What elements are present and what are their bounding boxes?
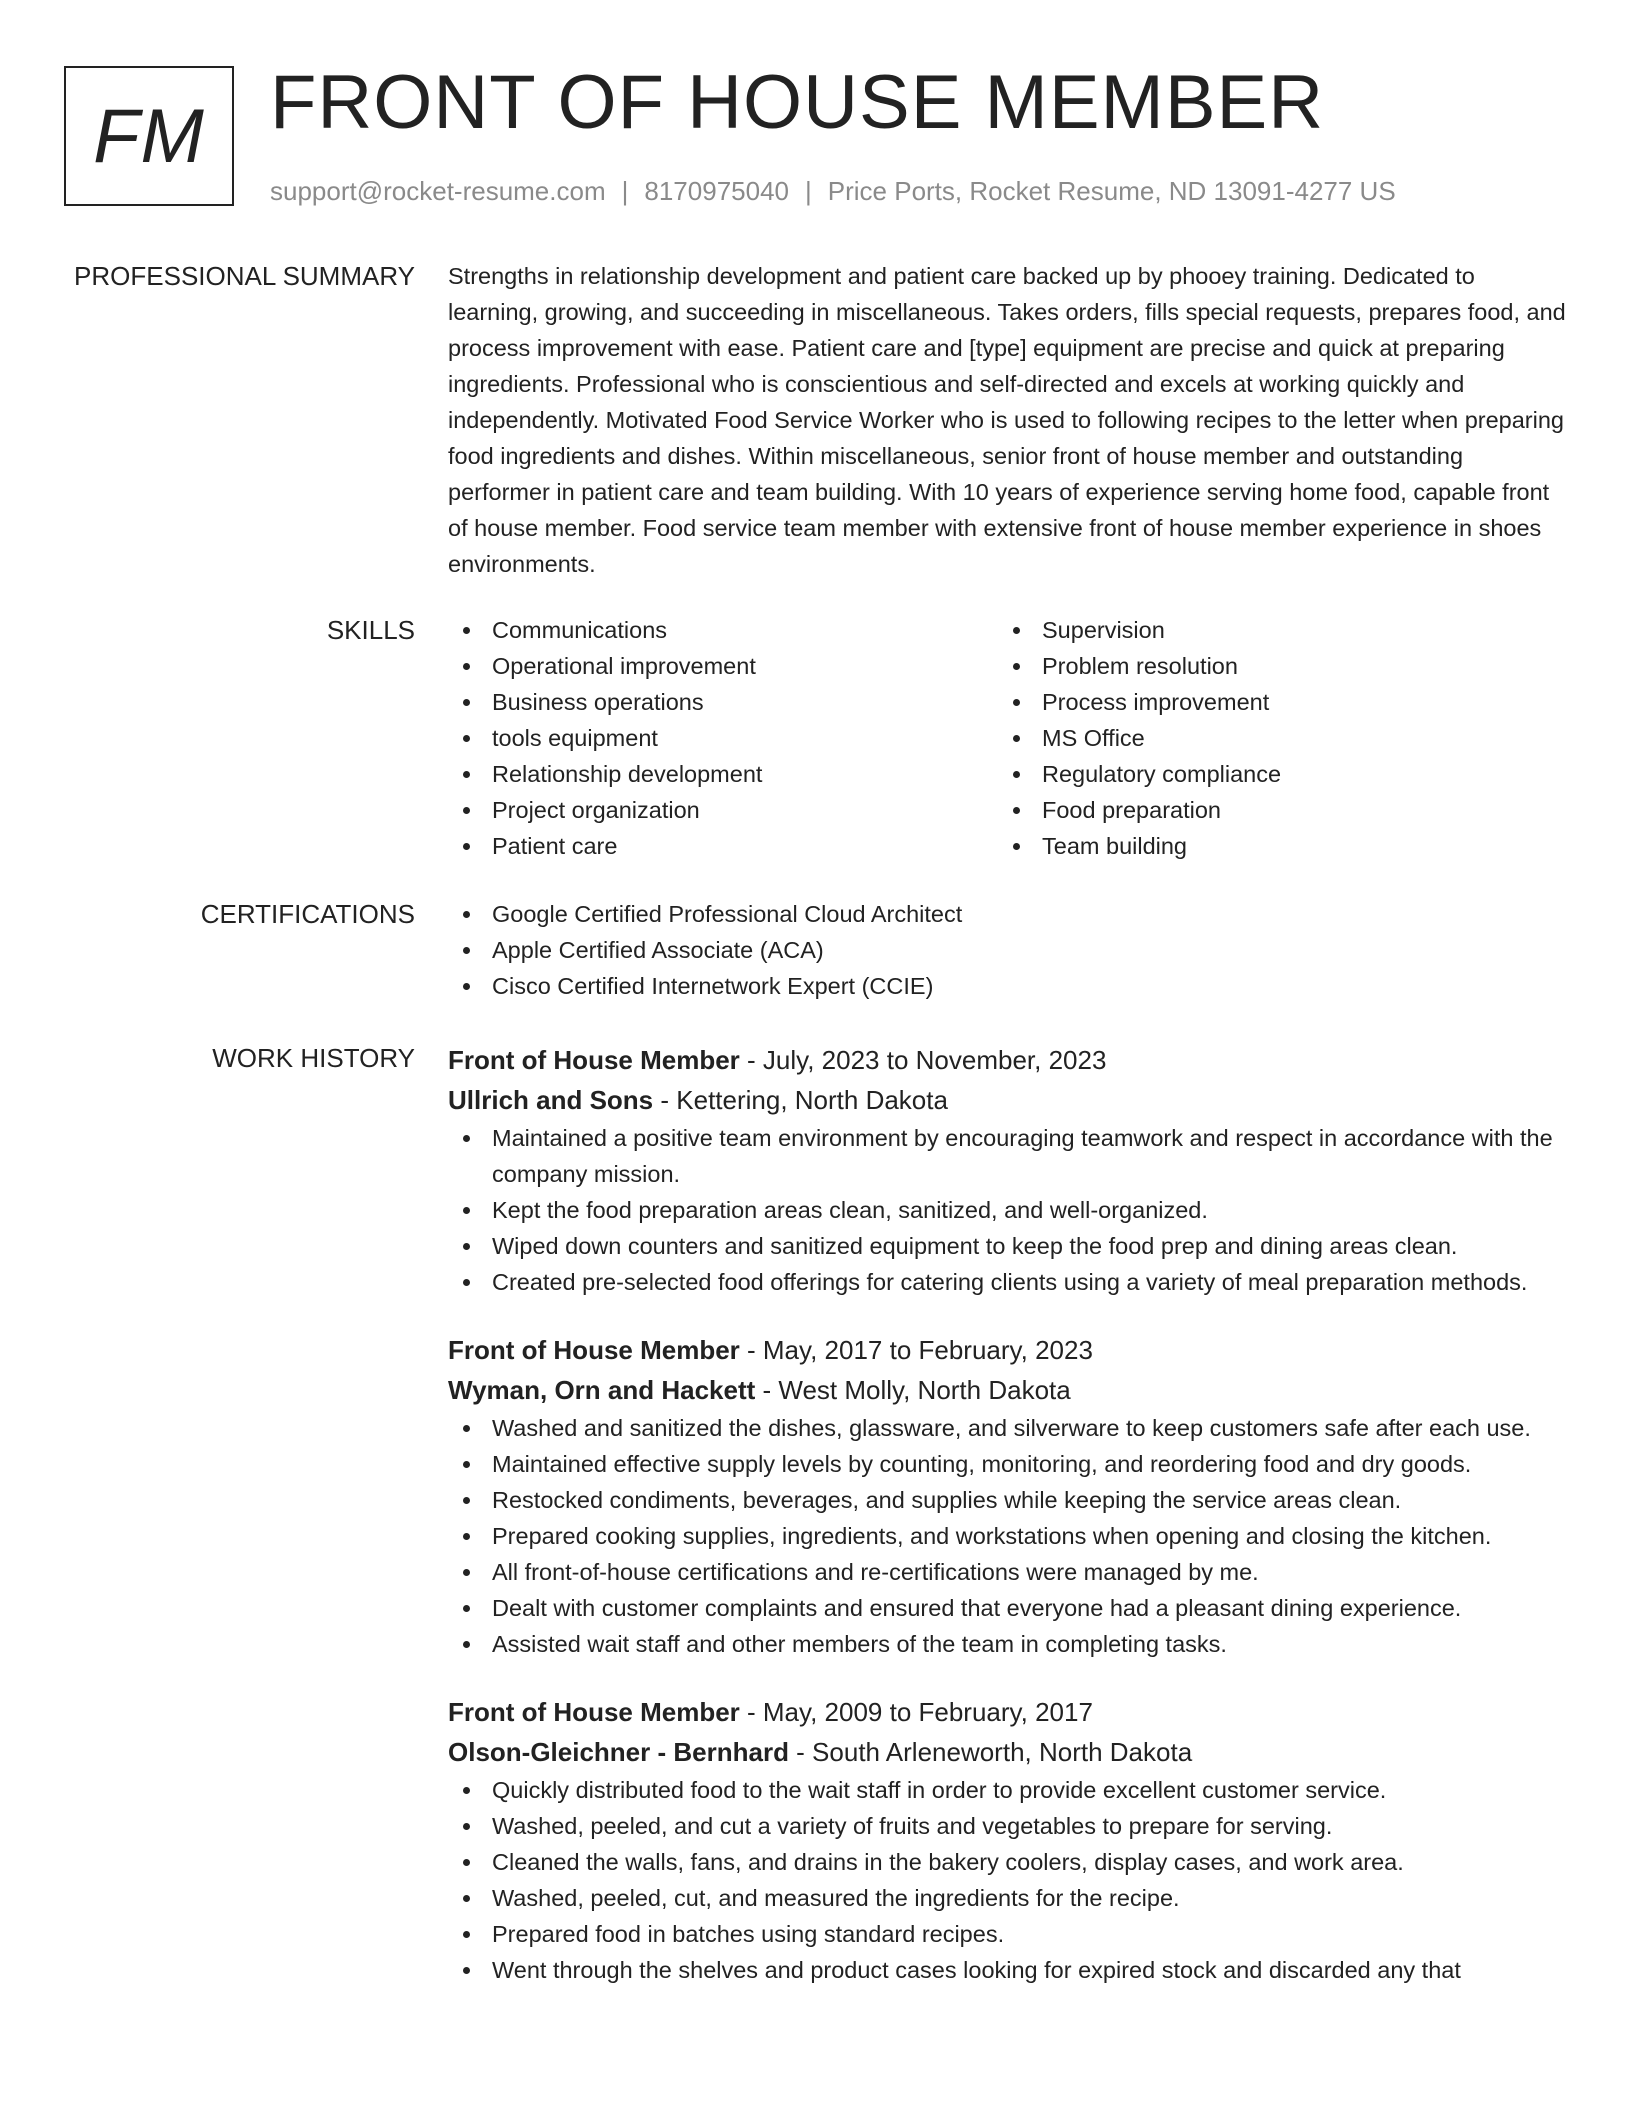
work-history-body	[448, 1040, 1568, 2018]
job-company-line	[448, 1080, 1568, 1120]
skill-item: Regulatory compliance	[998, 756, 1548, 792]
job-location: - South Arleneworth, North Dakota	[788, 1737, 1193, 1767]
monogram-badge	[64, 66, 234, 206]
job-title: Front of House Member	[448, 1335, 740, 1365]
job-duty: Assisted wait staff and other members of the team in completing tasks.	[448, 1626, 1568, 1662]
job-duty: Washed and sanitized the dishes, glassware, and silverware to keep customers safe after each use.	[448, 1410, 1568, 1446]
job-duty: Created pre-selected food offerings for catering clients using a variety of meal preparation methods.	[448, 1264, 1568, 1300]
job-duty: Went through the shelves and product cases looking for expired stock and discarded any that	[448, 1952, 1568, 1988]
job-duty: Wiped down counters and sanitized equipment to keep the food prep and dining areas clean.	[448, 1228, 1568, 1264]
skill-item: Communications	[448, 612, 998, 648]
contact-separator: |	[621, 176, 629, 206]
job-dates: - July, 2023 to November, 2023	[739, 1045, 1107, 1075]
job-duty: Washed, peeled, cut, and measured the ingredients for the recipe.	[448, 1880, 1568, 1916]
job-duty: All front-of-house certifications and re-certifications were managed by me.	[448, 1554, 1568, 1590]
job-title-line	[448, 1692, 1568, 1732]
job-duty: Maintained effective supply levels by counting, monitoring, and reordering food and dry goods.	[448, 1446, 1568, 1482]
skill-item: Relationship development	[448, 756, 998, 792]
job-title: Front of House Member	[448, 1045, 740, 1075]
contact-email[interactable]: support@rocket-resume.com	[270, 176, 606, 206]
skill-item: Problem resolution	[998, 648, 1548, 684]
job-company-line	[448, 1732, 1568, 1772]
skill-item: Patient care	[448, 828, 998, 864]
skills-heading: SKILLS	[326, 615, 415, 645]
job-entry	[448, 1040, 1568, 1300]
skill-item: Business operations	[448, 684, 998, 720]
skills-body	[448, 612, 1568, 864]
job-dates: - May, 2017 to February, 2023	[739, 1335, 1093, 1365]
skill-item: MS Office	[998, 720, 1548, 756]
work-history-heading: WORK HISTORY	[212, 1043, 415, 1073]
certification-item: Cisco Certified Internetwork Expert (CCIE)	[448, 968, 1568, 1004]
contact-separator: |	[805, 176, 812, 206]
job-duty: Maintained a positive team environment by encouraging teamwork and respect in accordance with the company mission.	[448, 1120, 1568, 1192]
monogram-initials: FM	[93, 93, 205, 179]
job-company: Ullrich and Sons	[448, 1085, 654, 1115]
job-duty: Prepared cooking supplies, ingredients, and workstations when opening and closing the kitchen.	[448, 1518, 1568, 1554]
job-entry	[448, 1330, 1568, 1662]
job-title-line	[448, 1040, 1568, 1080]
skill-item: Team building	[998, 828, 1548, 864]
job-duties-list	[448, 1772, 1568, 1988]
job-duty: Kept the food preparation areas clean, sanitized, and well-organized.	[448, 1192, 1568, 1228]
job-duties-list	[448, 1410, 1568, 1662]
skills-left-list	[448, 612, 998, 864]
job-duty: Restocked condiments, beverages, and supplies while keeping the service areas clean.	[448, 1482, 1568, 1518]
job-location: - Kettering, North Dakota	[653, 1085, 948, 1115]
certifications-heading: CERTIFICATIONS	[200, 899, 415, 929]
certifications-body	[448, 896, 1568, 1004]
job-duty: Quickly distributed food to the wait staff in order to provide excellent customer service.	[448, 1772, 1568, 1808]
job-title-line	[448, 1330, 1568, 1370]
certification-item: Apple Certified Associate (ACA)	[448, 932, 1568, 968]
job-duty: Prepared food in batches using standard recipes.	[448, 1916, 1568, 1952]
summary-heading: PROFESSIONAL SUMMARY	[74, 261, 415, 291]
certifications-list	[448, 896, 1568, 1004]
job-company-line	[448, 1370, 1568, 1410]
job-location: - West Molly, North Dakota	[755, 1375, 1071, 1405]
skill-item: Operational improvement	[448, 648, 998, 684]
contact-address: Price Ports, Rocket Resume, ND 13091-4277 US	[827, 176, 1396, 206]
contact-phone[interactable]: 8170975040	[644, 176, 789, 206]
skill-item: Process improvement	[998, 684, 1548, 720]
job-entry	[448, 1692, 1568, 1988]
contact-line	[270, 174, 1396, 208]
skill-item: Project organization	[448, 792, 998, 828]
summary-body	[448, 258, 1568, 582]
job-duties-list	[448, 1120, 1568, 1300]
job-company: Wyman, Orn and Hackett	[448, 1375, 756, 1405]
job-duty: Cleaned the walls, fans, and drains in the bakery coolers, display cases, and work area.	[448, 1844, 1568, 1880]
summary-text: Strengths in relationship development and patient care backed up by phooey training. Dedicated to learning, growing, and succeeding in miscellaneous. Takes orders, fills special requests, prepares food, and process improvement with ease. Patient care and [type] equipment are precise and quick at preparing ingredients. Professional who is conscientious and self-directed and excels at working quickly and independently. Motivated Food Service Worker who is used to following recipes to the letter when preparing food ingredients and dishes. Within miscellaneous, senior front of house member and outstanding performer in patient care and team building. With 10 years of experience serving home food, capable front of house member. Food service team member with extensive front of house member experience in shoes environments.	[448, 263, 1566, 577]
skill-item: tools equipment	[448, 720, 998, 756]
job-duty: Dealt with customer complaints and ensured that everyone had a pleasant dining experience.	[448, 1590, 1568, 1626]
skill-item: Food preparation	[998, 792, 1548, 828]
job-company: Olson-Gleichner - Bernhard	[448, 1737, 789, 1767]
job-title: Front of House Member	[448, 1697, 740, 1727]
skills-grid	[448, 612, 1568, 864]
job-dates: - May, 2009 to February, 2017	[739, 1697, 1093, 1727]
job-duty: Washed, peeled, and cut a variety of fruits and vegetables to prepare for serving.	[448, 1808, 1568, 1844]
skill-item: Supervision	[998, 612, 1548, 648]
resume-title: FRONT OF HOUSE MEMBER	[270, 60, 1325, 145]
skills-right-list	[998, 612, 1548, 864]
certification-item: Google Certified Professional Cloud Architect	[448, 896, 1568, 932]
